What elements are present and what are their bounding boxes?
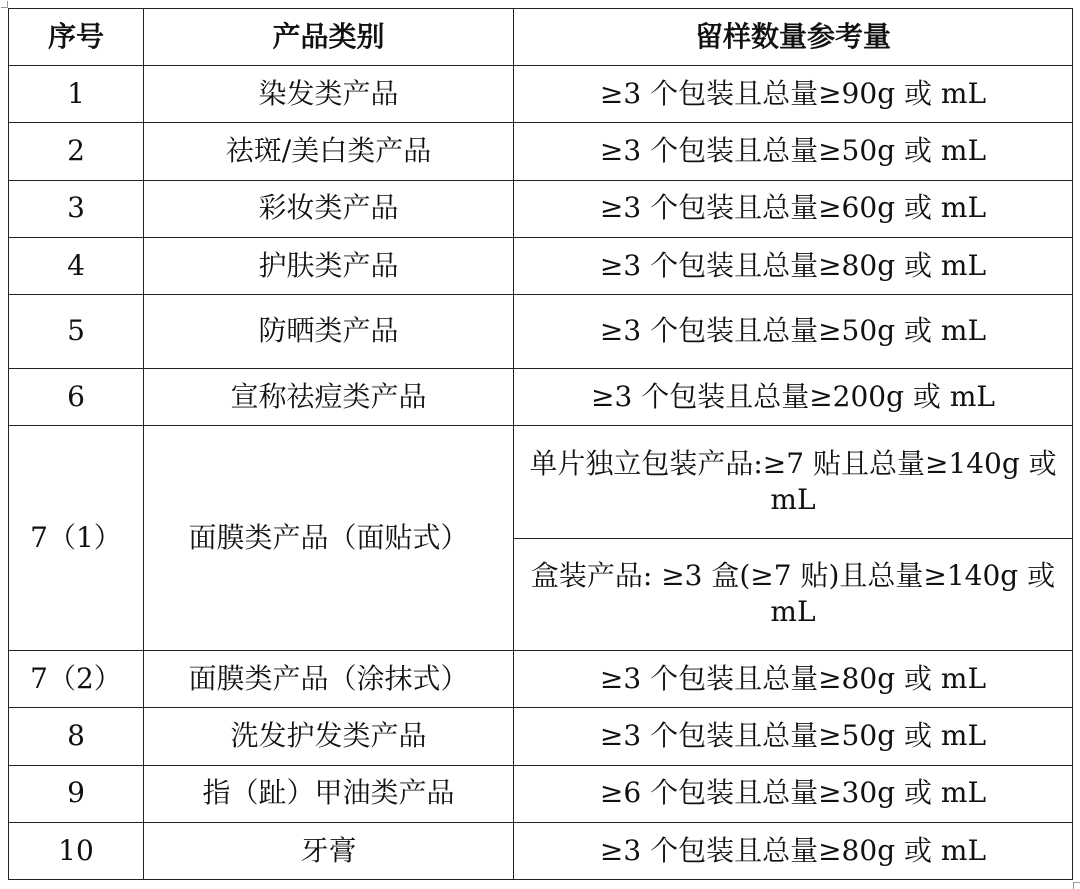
table-row [9, 180, 1073, 237]
header-product-category: 产品类别 [144, 9, 514, 66]
serial-number-cell: 7（2） [9, 651, 144, 708]
serial-number-cell: 6 [9, 369, 144, 426]
category-cell: 染发类产品 [144, 66, 514, 123]
serial-number-cell: 10 [9, 822, 144, 879]
category-cell: 洗发护发类产品 [144, 708, 514, 765]
serial-number-cell: 9 [9, 765, 144, 822]
serial-number-cell: 5 [9, 294, 144, 368]
amount-cell-single-pack: 单片独立包装产品:≥7 贴且总量≥140g 或 mL [514, 426, 1073, 538]
amount-cell: ≥3 个包装且总量≥90g 或 mL [514, 66, 1073, 123]
table-row [9, 123, 1073, 180]
amount-cell: ≥3 个包装且总量≥50g 或 mL [514, 294, 1073, 368]
table-row [9, 708, 1073, 765]
category-cell: 面膜类产品（涂抹式） [144, 651, 514, 708]
corner-mark-bottom-right [1073, 882, 1080, 889]
serial-number-cell: 1 [9, 66, 144, 123]
table-row [9, 765, 1073, 822]
category-cell: 防晒类产品 [144, 294, 514, 368]
category-cell: 彩妆类产品 [144, 180, 514, 237]
table-row [9, 426, 1073, 538]
amount-cell: ≥3 个包装且总量≥80g 或 mL [514, 651, 1073, 708]
amount-cell: ≥3 个包装且总量≥50g 或 mL [514, 123, 1073, 180]
table-row [9, 651, 1073, 708]
serial-number-cell: 8 [9, 708, 144, 765]
category-cell: 面膜类产品（面贴式） [144, 426, 514, 651]
serial-number-cell: 7（1） [9, 426, 144, 651]
header-retention-amount: 留样数量参考量 [514, 9, 1073, 66]
category-cell: 护肤类产品 [144, 237, 514, 294]
amount-cell-boxed: 盒装产品: ≥3 盒(≥7 贴)且总量≥140g 或 mL [514, 538, 1073, 650]
category-cell: 牙膏 [144, 822, 514, 879]
table-header-row [9, 9, 1073, 66]
amount-cell: ≥3 个包装且总量≥80g 或 mL [514, 237, 1073, 294]
category-cell: 指（趾）甲油类产品 [144, 765, 514, 822]
corner-mark-top-left [1, 1, 8, 8]
sample-retention-table [8, 8, 1073, 880]
serial-number-cell: 3 [9, 180, 144, 237]
header-serial-number: 序号 [9, 9, 144, 66]
amount-cell: ≥3 个包装且总量≥60g 或 mL [514, 180, 1073, 237]
table-row [9, 66, 1073, 123]
table-row [9, 294, 1073, 368]
amount-cell: ≥3 个包装且总量≥50g 或 mL [514, 708, 1073, 765]
table-row [9, 822, 1073, 879]
table-row [9, 237, 1073, 294]
table-row [9, 369, 1073, 426]
amount-cell: ≥3 个包装且总量≥80g 或 mL [514, 822, 1073, 879]
category-cell: 祛斑/美白类产品 [144, 123, 514, 180]
amount-cell: ≥6 个包装且总量≥30g 或 mL [514, 765, 1073, 822]
serial-number-cell: 4 [9, 237, 144, 294]
serial-number-cell: 2 [9, 123, 144, 180]
amount-cell: ≥3 个包装且总量≥200g 或 mL [514, 369, 1073, 426]
category-cell: 宣称祛痘类产品 [144, 369, 514, 426]
